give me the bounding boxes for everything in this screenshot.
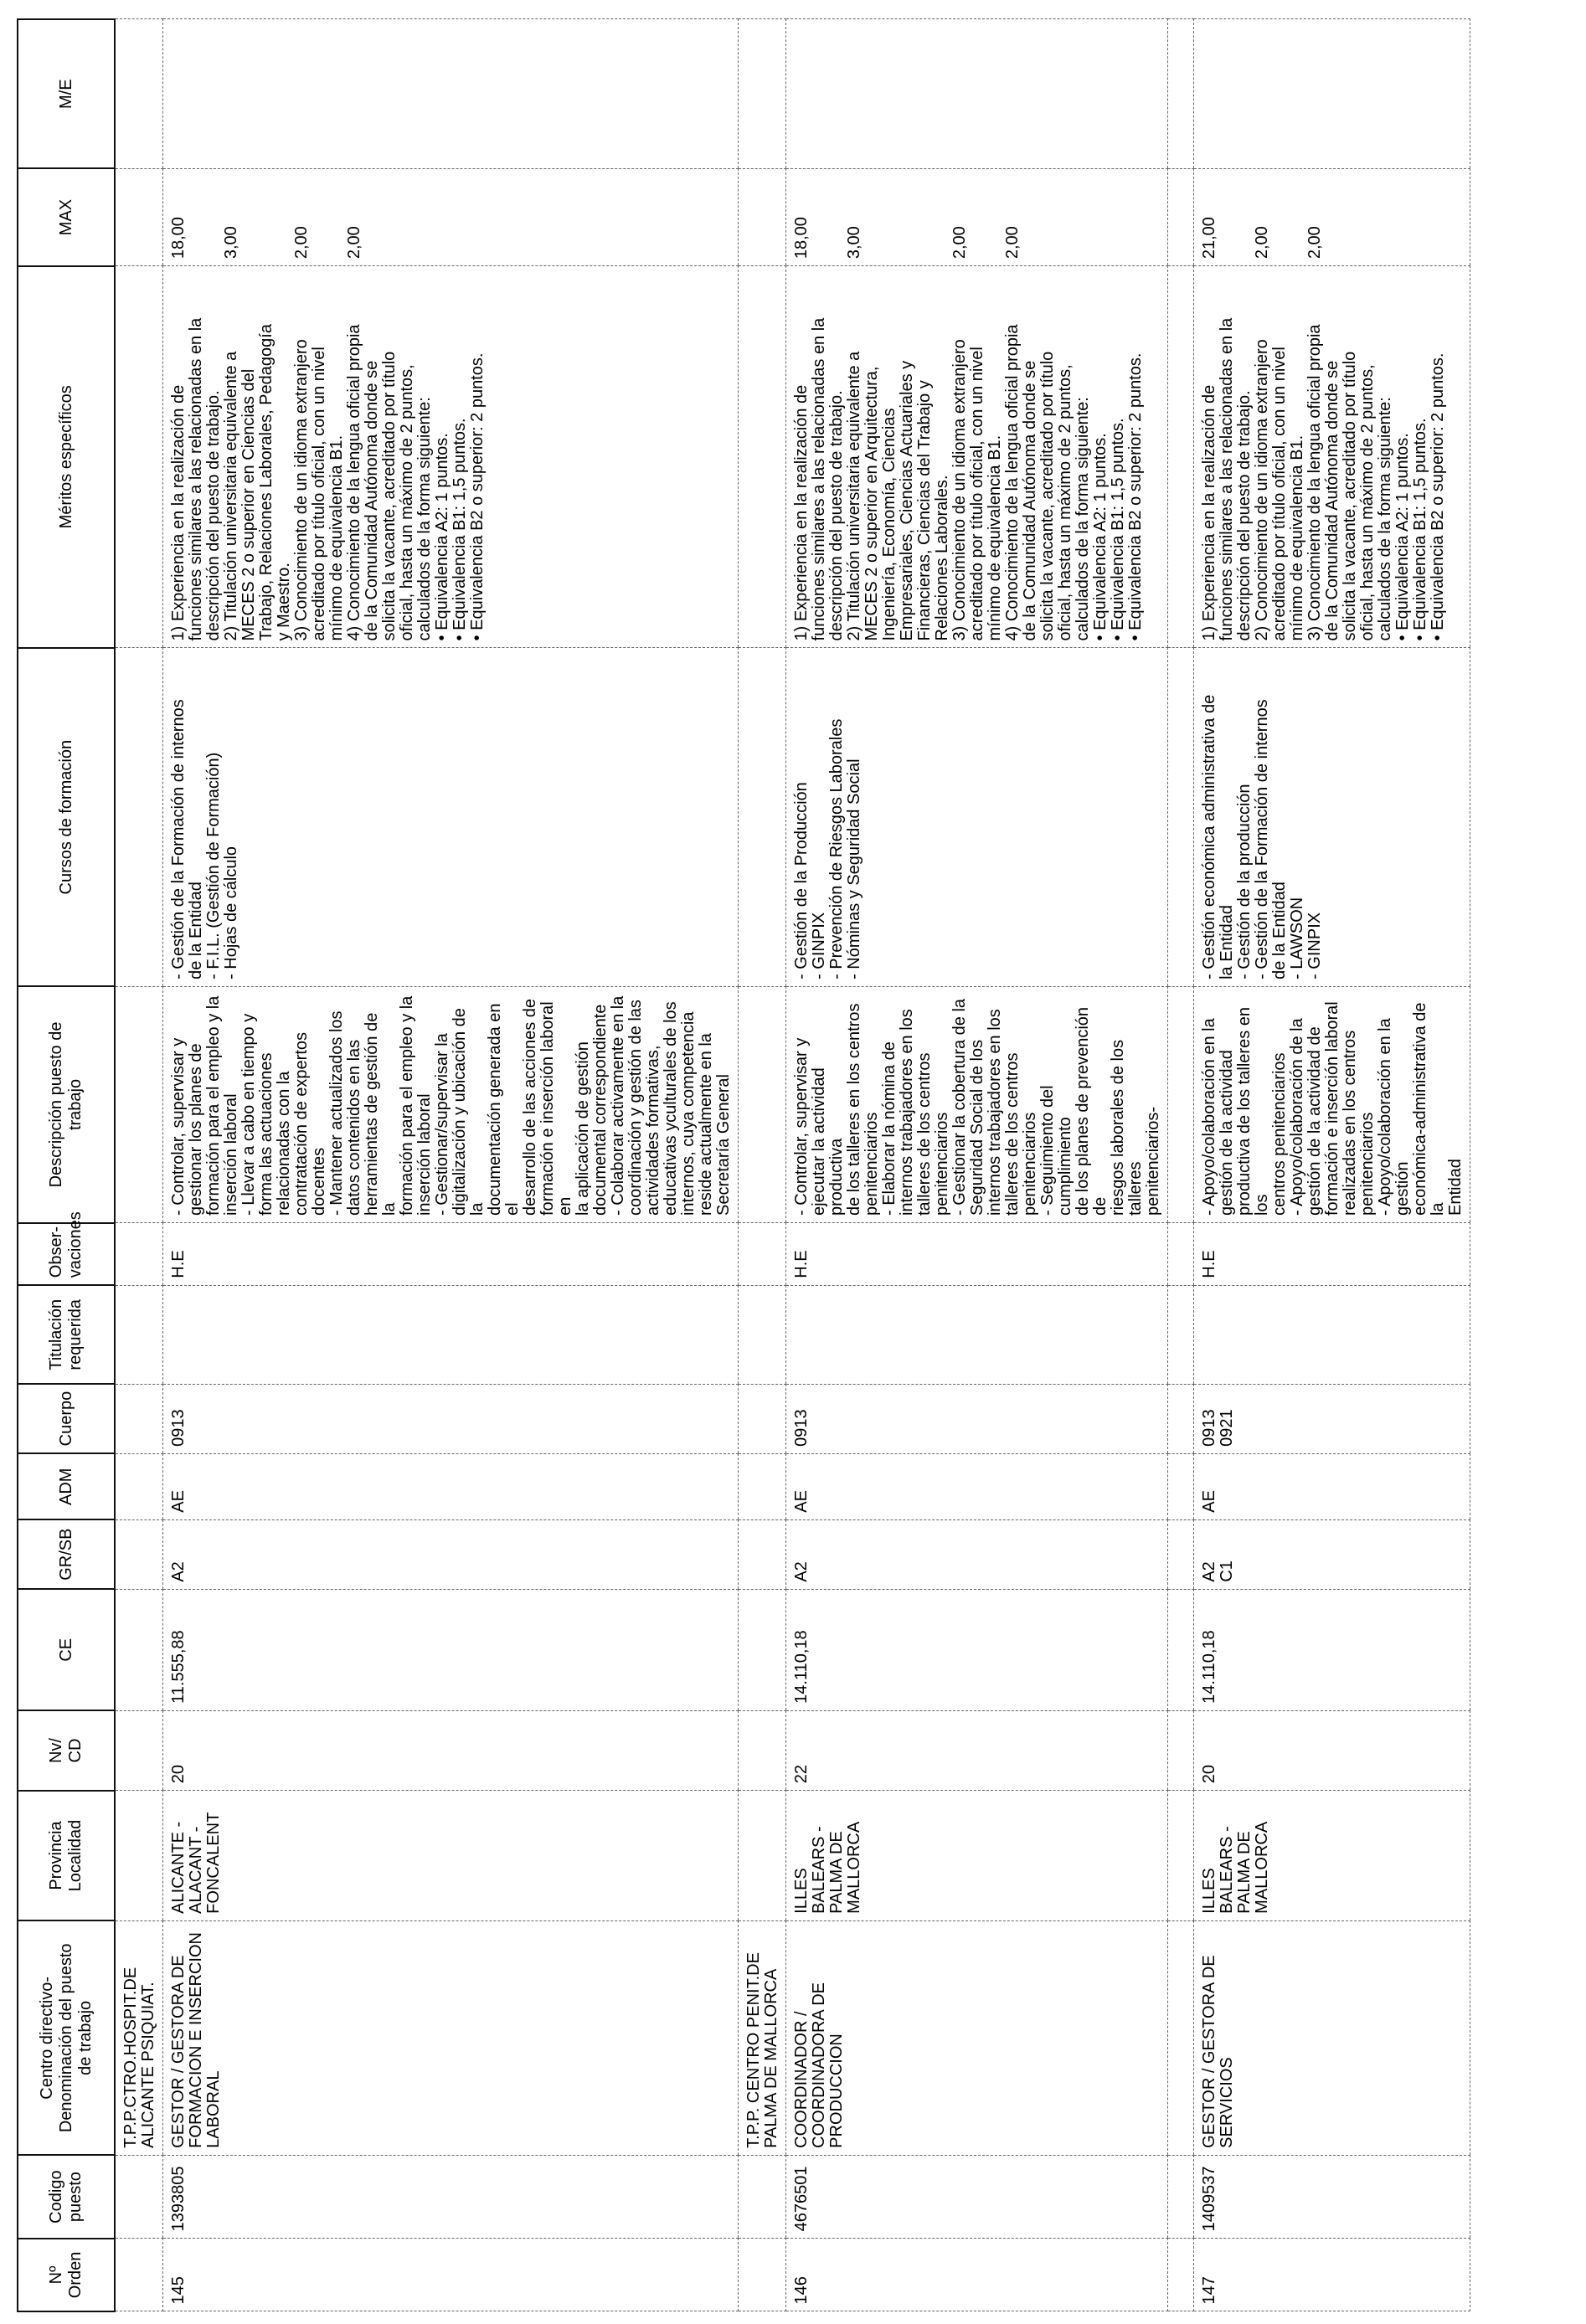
nvcd-text: 20 <box>1200 1765 1218 1784</box>
codigo-text: 4676501 <box>792 2166 811 2232</box>
cell-empty <box>1168 168 1194 265</box>
cell-ce <box>163 1589 739 1710</box>
cell-empty <box>739 986 786 1222</box>
cell-cuerpo <box>786 1384 1168 1453</box>
cell-orden <box>163 2239 739 2311</box>
observaciones-text: H.E <box>1200 1250 1218 1278</box>
centro-header-text: T.P.P. CENTRO PENIT.DE PALMA DE MALLORCA <box>744 1952 780 2148</box>
col-header-provincia: Provincia Localidad <box>18 1791 115 1921</box>
merito-item: 1) Experiencia en la realización de funciones similares a las relacionadas en la descripción del puesto de trabajo. <box>792 317 846 641</box>
grsb-text: A2 <box>792 1561 811 1582</box>
denominacion-text: GESTOR / GESTORA DE SERVICIOS <box>1200 1955 1236 2148</box>
max-value: 2,00 <box>950 226 969 260</box>
cell-empty <box>115 986 163 1222</box>
meritos-text <box>170 275 487 640</box>
grsb-text: A2 C1 <box>1200 1560 1236 1582</box>
cell-codigo <box>1194 2155 1470 2239</box>
ce-text: 14.110,18 <box>792 1630 811 1704</box>
cell-empty <box>739 1453 786 1519</box>
max-value: 2,00 <box>1003 226 1022 260</box>
cell-adm <box>1194 1453 1470 1519</box>
cell-empty <box>739 1384 786 1453</box>
cell-ce <box>786 1589 1168 1710</box>
table-header-row <box>18 19 115 2311</box>
cell-cuerpo <box>163 1384 739 1453</box>
cell-provincia <box>1194 1791 1470 1921</box>
cell-empty <box>1168 19 1194 168</box>
cell-descripcion <box>1194 986 1470 1222</box>
cell-me <box>1194 19 1470 168</box>
cell-empty <box>1168 1519 1194 1589</box>
ce-text: 14.110,18 <box>1200 1630 1218 1704</box>
cell-observaciones <box>786 1223 1168 1286</box>
titulacion-text <box>786 1286 798 1384</box>
descripcion-text: - Apoyo/colaboración en la gestión de la actividad productiva de los talleres en los centros penitenciarios - Apoyo/colaboración de la gestión de la actividad de formación e inserción laboral realizadas en los centros penitenciarios - Apoyo/colaboración en la gestión económica-administrativa de la Entidad <box>1200 1001 1465 1216</box>
max-value: 18,00 <box>169 217 188 260</box>
cell-max <box>163 168 739 265</box>
cell-empty <box>739 1710 786 1790</box>
denominacion-text: COORDINADOR / COORDINADORA DE PRODUCCION <box>792 1982 846 2148</box>
col-header-adm: ADM <box>18 1453 115 1519</box>
cell-meritos <box>163 266 739 648</box>
cell-empty <box>115 168 163 265</box>
cell-orden <box>1194 2239 1470 2311</box>
merito-item: 2) Titulación universitaria equivalente a MECES 2 o superior en Ciencias del Trabajo, Relaciones Laborales, Pedagogía y Maestro. <box>222 324 293 641</box>
col-header-codigo: Codigo puesto <box>18 2155 115 2239</box>
cell-grsb <box>163 1519 739 1589</box>
table-row <box>1194 19 1470 2311</box>
cell-empty <box>115 1589 163 1710</box>
cell-empty <box>739 648 786 986</box>
cell-descripcion <box>786 986 1168 1222</box>
col-header-descripcion: Descripción puesto de trabajo <box>18 986 115 1222</box>
cell-empty <box>115 19 163 168</box>
col-header-orden: Nº Orden <box>18 2239 115 2311</box>
cell-orden <box>786 2239 1168 2311</box>
table-row <box>786 19 1168 2311</box>
merito-item: 2) Titulación universitaria equivalente a MECES 2 o superior en Arquitectura, Ingeniería, Economía, Ciencias Empresariales, Ciencias Actuariales y Financieras, Ciencias del Trabajo y Relaciones Laborales. <box>845 351 951 641</box>
cell-grsb <box>786 1519 1168 1589</box>
cell-empty <box>1168 2155 1194 2239</box>
max-value: 3,00 <box>845 226 863 260</box>
max-value: 2,00 <box>1305 226 1324 260</box>
cell-me <box>163 19 739 168</box>
cell-centro <box>1194 1920 1470 2155</box>
grsb-text: A2 <box>169 1561 188 1582</box>
col-header-observaciones: Obser- vaciones <box>18 1223 115 1286</box>
titulacion-text <box>1194 1286 1206 1384</box>
max-value: 2,00 <box>1253 226 1271 260</box>
cell-empty <box>115 1453 163 1519</box>
merito-item: 2) Conocimiento de un idioma extranjero acreditado por título oficial, con un nivel mínimo de equivalencia B1. <box>1253 339 1306 641</box>
cuerpo-text: 0913 0921 <box>1200 1409 1236 1447</box>
cell-codigo <box>163 2155 739 2239</box>
cell-empty <box>115 1791 163 1921</box>
cell-empty <box>739 19 786 168</box>
ce-text: 11.555,88 <box>169 1630 188 1704</box>
cell-centro <box>786 1920 1168 2155</box>
col-header-titulacion: Titulación requerida <box>18 1285 115 1384</box>
codigo-text: 1409537 <box>1200 2166 1218 2232</box>
cell-cursos <box>163 648 739 986</box>
cell-centro-header <box>115 1920 163 2155</box>
cell-empty <box>115 1223 163 1286</box>
cell-provincia <box>163 1791 739 1921</box>
cell-empty <box>1168 1285 1194 1384</box>
cell-observaciones <box>1194 1223 1470 1286</box>
col-header-cursos: Cursos de formación <box>18 648 115 986</box>
merito-item: 3) Conocimiento de un idioma extranjero acreditado por título oficial, con un nivel mínimo de equivalencia B1. <box>292 339 346 641</box>
centro-header-row <box>1168 19 1194 2311</box>
table-body <box>115 19 1470 2311</box>
titulacion-text <box>163 1286 175 1384</box>
col-header-max: MAX <box>18 168 115 265</box>
cell-empty <box>115 266 163 648</box>
observaciones-text: H.E <box>169 1250 188 1278</box>
cell-empty <box>1168 1589 1194 1710</box>
descripcion-text: - Controlar, supervisar y ejecutar la actividad productiva de los talleres en los centros penitenciarios - Elaborar la nómina de internos trabajadores en los talleres de los centros penitenciarios - Gestionar la cobertura de la Seguridad Social de los internos trabajadores en los talleres de los centros penitenciarios - Seguimiento del cumplimiento de los planes de prevención de riesgos laborales de los talleres penitenciarios- <box>792 998 1162 1216</box>
adm-text: AE <box>792 1490 811 1513</box>
cell-max <box>786 168 1168 265</box>
merito-item: 4) Conocimiento de la lengua oficial propia de la Comunidad Autónoma donde se solicita la vacante, acreditado por título oficial, hasta un máximo de 2 puntos, calculados de la forma siguiente: • Equivalencia A2: 1 puntos. • Equivalencia B1: 1,5 puntos. • Equivalencia B2 o superior: 2 puntos. <box>345 324 487 641</box>
cuerpo-text: 0913 <box>169 1409 188 1447</box>
max-value: 2,00 <box>345 226 363 260</box>
cell-cursos <box>1194 648 1470 986</box>
cell-empty <box>1168 986 1194 1222</box>
cell-empty <box>115 2239 163 2311</box>
nvcd-text: 20 <box>169 1765 188 1784</box>
col-header-cuerpo: Cuerpo <box>18 1384 115 1453</box>
meritos-text <box>1201 275 1447 640</box>
merito-item: 1) Experiencia en la realización de funciones similares a las relacionadas en la descripción del puesto de trabajo. <box>1200 317 1254 641</box>
cell-empty <box>1168 648 1194 986</box>
cell-empty <box>115 1285 163 1384</box>
adm-text: AE <box>169 1490 188 1513</box>
cell-meritos <box>1194 266 1470 648</box>
merito-item: 3) Conocimiento de la lengua oficial propia de la Comunidad Autónoma donde se solicita la vacante, acreditado por título oficial, hasta un máximo de 2 puntos, calculados de la forma siguiente: • Equivalencia A2: 1 puntos. • Equivalencia B1: 1,5 puntos. • Equivalencia B2 o superior: 2 puntos. <box>1305 324 1447 641</box>
cell-meritos <box>786 266 1168 648</box>
col-header-me: M/E <box>18 19 115 168</box>
merito-item: 3) Conocimiento de un idioma extranjero acreditado por título oficial, con un nivel mínimo de equivalencia B1. <box>950 339 1004 641</box>
cell-empty <box>115 1710 163 1790</box>
cursos-text: - Gestión de la Producción - GINPIX - Prevención de Riesgos Laborales - Nóminas y Seguridad Social <box>792 718 863 979</box>
provincia-text: ALICANTE - ALACANT - FONCALENT <box>169 1812 223 1914</box>
cell-descripcion <box>163 986 739 1222</box>
cell-centro-header <box>739 1920 786 2155</box>
orden-text: 146 <box>792 2276 811 2305</box>
cell-empty <box>739 266 786 648</box>
provincia-text: ILLES BALEARS - PALMA DE MALLORCA <box>1200 1821 1271 1914</box>
cell-empty <box>739 1223 786 1286</box>
cell-max <box>1194 168 1470 265</box>
adm-text: AE <box>1200 1490 1218 1513</box>
cell-empty <box>115 648 163 986</box>
cursos-text: - Gestión de la Formación de internos de la Entidad - F.I.L. (Gestión de Formación) - Hojas de cálculo <box>169 699 240 979</box>
cell-empty <box>739 168 786 265</box>
cell-empty <box>739 1519 786 1589</box>
centro-header-text: T.P.P.CTRO.HOSPIT.DE ALICANTE PSIQUIAT. <box>121 1967 157 2148</box>
cell-codigo <box>786 2155 1168 2239</box>
cell-observaciones <box>163 1223 739 1286</box>
centro-header-row <box>115 19 163 2311</box>
cell-empty <box>115 1519 163 1589</box>
cell-empty <box>1168 2239 1194 2311</box>
cell-cuerpo <box>1194 1384 1470 1453</box>
col-header-ce: CE <box>18 1589 115 1710</box>
cursos-text: - Gestión económica administrativa de la Entidad - Gestión de la producción - Gestión de la Formación de internos de la Entidad - LAWSON - GINPIX <box>1200 694 1324 979</box>
cell-adm <box>786 1453 1168 1519</box>
cell-empty <box>739 2239 786 2311</box>
orden-text: 147 <box>1200 2276 1218 2305</box>
orden-text: 145 <box>169 2276 188 2305</box>
meritos-text <box>793 275 1145 640</box>
cell-nvcd <box>786 1710 1168 1790</box>
table-row <box>163 19 739 2311</box>
max-value: 18,00 <box>792 217 811 260</box>
provincia-text: ILLES BALEARS - PALMA DE MALLORCA <box>792 1821 863 1914</box>
cell-centro <box>163 1920 739 2155</box>
col-header-grsb: GR/SB <box>18 1519 115 1589</box>
codigo-text: 1393805 <box>169 2166 188 2232</box>
observaciones-text: H.E <box>792 1250 811 1278</box>
cell-titulacion <box>1194 1285 1470 1384</box>
cell-empty <box>115 2155 163 2239</box>
job-positions-table <box>17 18 1470 2312</box>
cell-empty <box>1168 1384 1194 1453</box>
col-header-nvcd: Nv/ CD <box>18 1710 115 1790</box>
col-header-centro: Centro directivo- Denominación del puesto de trabajo <box>18 1920 115 2155</box>
max-value: 2,00 <box>292 226 311 260</box>
col-header-meritos: Méritos específicos <box>18 266 115 648</box>
cell-cursos <box>786 648 1168 986</box>
cell-empty <box>1168 1223 1194 1286</box>
cell-nvcd <box>163 1710 739 1790</box>
cell-provincia <box>786 1791 1168 1921</box>
cell-empty <box>1168 266 1194 648</box>
cell-nvcd <box>1194 1710 1470 1790</box>
cell-empty <box>1168 1453 1194 1519</box>
cell-empty <box>739 1589 786 1710</box>
cell-empty <box>1168 1920 1194 2155</box>
denominacion-text: GESTOR / GESTORA DE FORMACION E INSERCION LABORAL <box>169 1932 223 2148</box>
cell-titulacion <box>786 1285 1168 1384</box>
nvcd-text: 22 <box>792 1765 811 1784</box>
max-value: 21,00 <box>1200 217 1218 260</box>
cell-empty <box>739 2155 786 2239</box>
cuerpo-text: 0913 <box>792 1409 811 1447</box>
descripcion-text: - Controlar, supervisar y gestionar los planes de formación para el empleo y la inserción laboral - Llevar a cabo en tiempo y forma las actuaciones relacionadas con la contratación de expertos docentes - Mantener actualizados los datos contenidos en las herramientas de gestión de la formación para el empleo y la inserción laboral - Gestionar/supervisar la digitalización y ubicación de la documentación generada en el desarrollo de las acciones de formación e inserción laboral en la aplicación de gestión documental correspondiente - Colaborar activamente en la coordinación y gestión de las actividades formativas, educativas yculturales de los internos, cuya competencia reside actualmente en la Secretaría General <box>169 995 733 1216</box>
cell-titulacion <box>163 1285 739 1384</box>
cell-grsb <box>1194 1519 1470 1589</box>
cell-me <box>786 19 1168 168</box>
cell-empty <box>739 1285 786 1384</box>
centro-header-row <box>739 19 786 2311</box>
cell-empty <box>1168 1710 1194 1790</box>
cell-empty <box>115 1384 163 1453</box>
cell-empty <box>1168 1791 1194 1921</box>
max-value: 3,00 <box>222 226 240 260</box>
merito-item: 4) Conocimiento de la lengua oficial propia de la Comunidad Autónoma donde se solicita la vacante, acreditado por título oficial, hasta un máximo de 2 puntos, calculados de la forma siguiente: • Equivalencia A2: 1 puntos. • Equivalencia B1: 1,5 puntos. • Equivalencia B2 o superior: 2 puntos. <box>1003 324 1145 641</box>
cell-empty <box>739 1791 786 1921</box>
cell-ce <box>1194 1589 1470 1710</box>
merito-item: 1) Experiencia en la realización de funciones similares a las relacionadas en la descripción del puesto de trabajo. <box>169 317 223 641</box>
cell-adm <box>163 1453 739 1519</box>
